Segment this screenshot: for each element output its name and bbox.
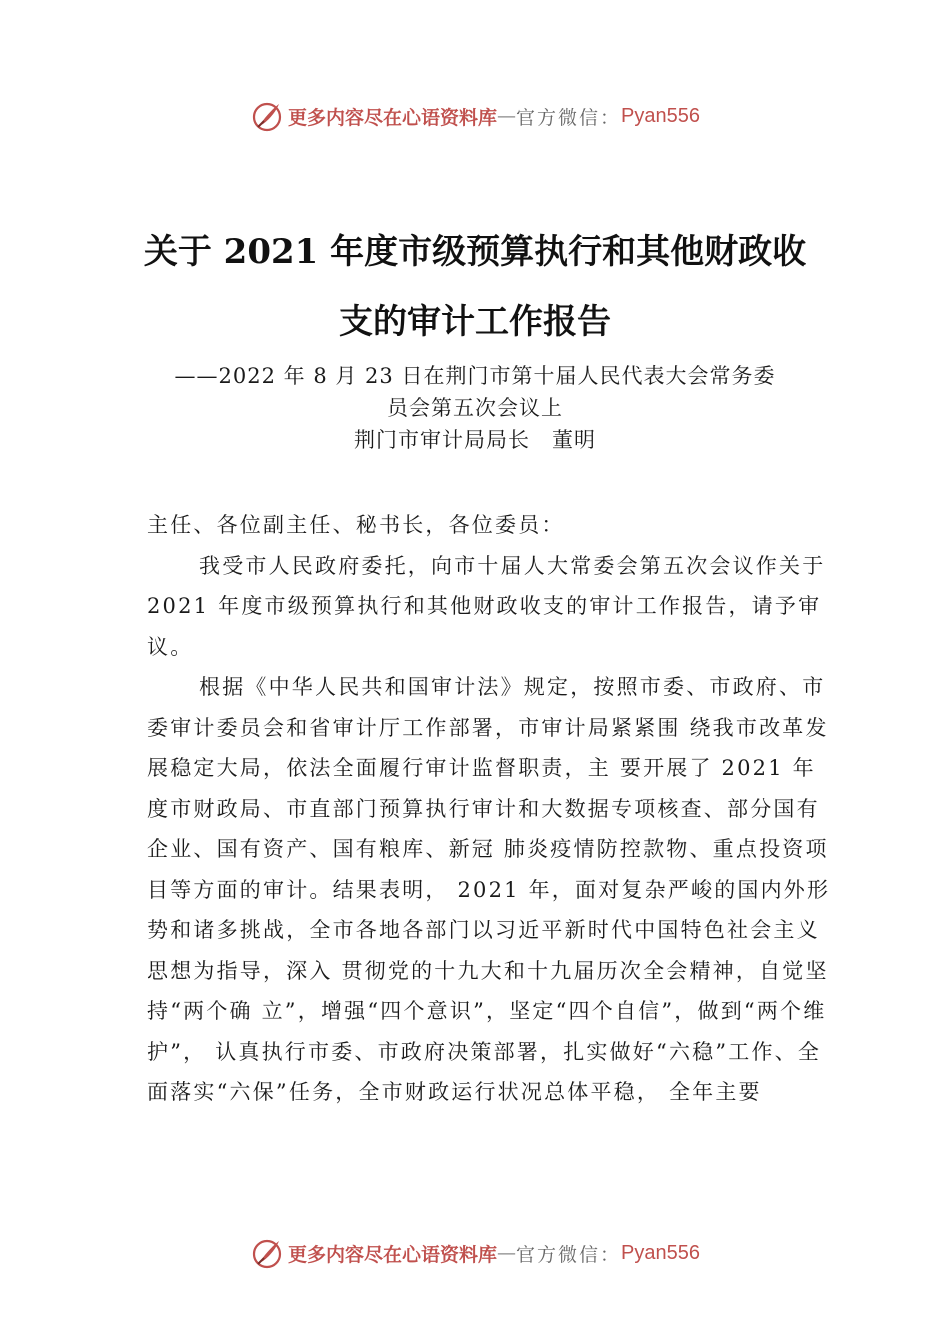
paragraph-2: 根据《中华人民共和国审计法》规定，按照市委、市政府、市委审计委员会和省审计厅工作部署，市审计局紧紧围 绕我市改革发展稳定大局，依法全面履行审计监督职责，主 要开展了 2021 年度市财政局、市直部门预算执行审计和大数据专项核查、部分国有企业、国有资产、国有粮库、新冠 肺炎疫情防控款物、重点投资项目等方面的审计。结果表明， 2021 年，面对复杂严峻的国内外形势和诸多挑战，全市各地各部门以习近平新时代中国特色社会主义思想为指导，深入 贯彻党的十九大和十九届历次全会精神，自觉坚持“两个确 立”，增强“四个意识”，坚定“四个自信”，做到“两个维护”， 认真执行市委、市政府决策部署，扎实做好“六稳”工作、全 面落实“六保”任务，全市财政运行状况总体平稳， 全年主要 — [147, 675, 831, 1104]
document-subtitle-line-1: ——2022 年 8 月 23 日在荆门市第十届人民代表大会常务委 — [174, 364, 776, 388]
watermark-dash: — — [497, 1242, 517, 1264]
feather-pen-logo-icon — [250, 99, 284, 133]
document-body — [147, 505, 837, 1113]
watermark-label: 官方微信： — [516, 106, 622, 129]
footer-watermark — [0, 1233, 950, 1273]
document-title-line-2: 支的审计工作报告 — [339, 302, 611, 342]
watermark-brand-text: 更多内容尽在心语资料库 — [288, 1243, 498, 1266]
document-author-line: 荆门市审计局局长 董明 — [354, 428, 596, 452]
watermark-wechat-id: Pyan556 — [621, 1241, 700, 1264]
header-watermark — [0, 96, 950, 136]
document-subtitle-line-2: 员会第五次会议上 — [387, 396, 563, 420]
watermark-wechat-id: Pyan556 — [621, 104, 700, 127]
watermark-brand-text: 更多内容尽在心语资料库 — [288, 106, 498, 129]
salutation: 主任、各位副主任、秘书长，各位委员： — [147, 513, 565, 537]
watermark-label: 官方微信： — [516, 1243, 622, 1266]
paragraph-1: 我受市人民政府委托，向市十届人大常委会第五次会议作关于 2021 年度市级预算执行和其他财政收支的审计工作报告，请予审议。 — [147, 553, 826, 659]
feather-pen-logo-icon — [250, 1236, 284, 1270]
watermark-dash: — — [497, 105, 517, 127]
document-title-line-1: 关于 2021 年度市级预算执行和其他财政收 — [143, 232, 807, 272]
